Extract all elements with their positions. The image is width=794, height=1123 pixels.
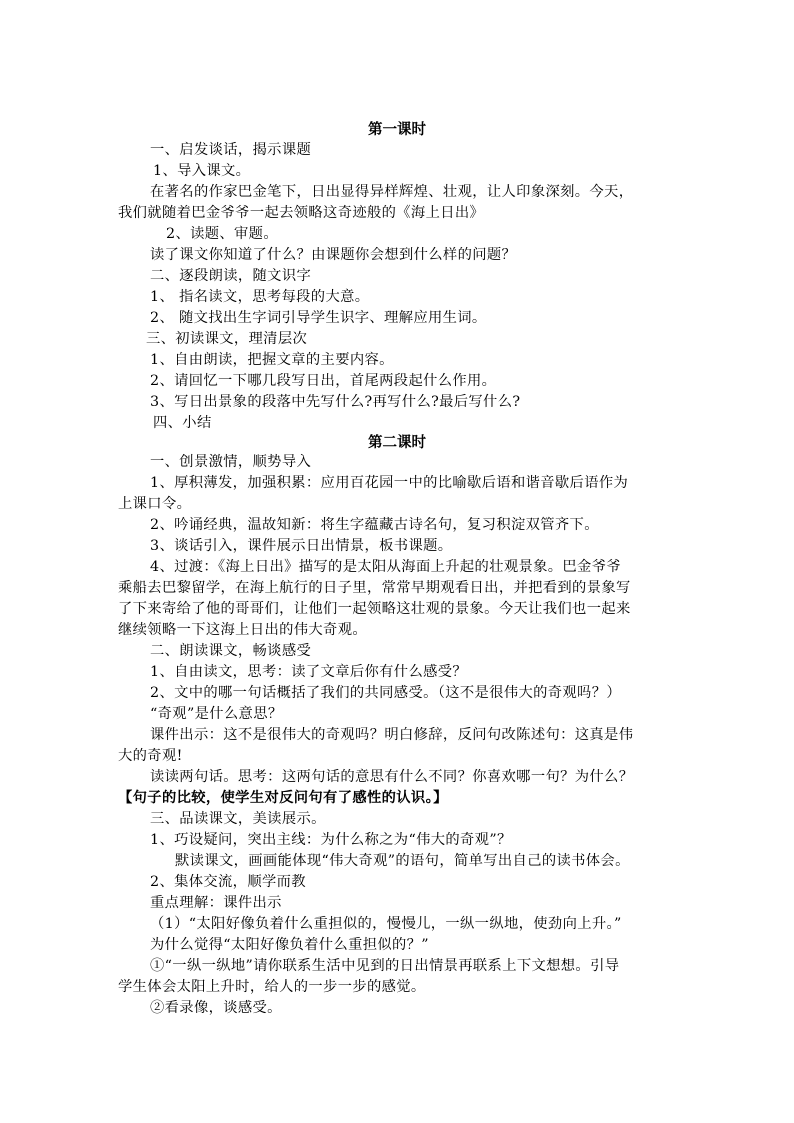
lesson1-heading: 第一课时 (368, 121, 426, 138)
lesson2-line-24: 为什么觉得“太阳好像负着什么重担似的？” (150, 937, 429, 953)
lesson1-line-12: 2、请回忆一下哪几段写日出，首尾两段起什么作用。 (150, 373, 497, 389)
lesson2-line-26: 学生体会太阳上升时，给人的一步一步的感觉。 (118, 979, 426, 995)
lesson2-heading: 第二课时 (368, 434, 426, 451)
lesson2-line-14: 课件出示：这不是很伟大的奇观吗？明白修辞，反问句改陈述句：这真是伟 (150, 727, 634, 743)
lesson1-line-10: 三、初读课文，理清层次 (146, 331, 308, 347)
lesson1-line-11: 1、自由朗读，把握文章的主要内容。 (150, 352, 394, 368)
lesson2-line-21: 2、集体交流，顺学而教 (150, 874, 306, 890)
lesson2-line-2: 1、厚积薄发，加强积累：应用百花园一中的比喻歇后语和谐音歇后语作为 (150, 475, 629, 491)
lesson2-line-6: 4、过渡：《海上日出》描写的是太阳从海面上升起的壮观景象。巴金爷爷 (150, 559, 621, 575)
lesson2-line-9: 继续领略一下这海上日出的伟大奇观。 (118, 622, 367, 638)
lesson2-line-16: 读读两句话。思考：这两句话的意思有什么不同？你喜欢哪一句？为什么？ (150, 769, 634, 785)
lesson2-line-15: 大的奇观! (118, 748, 183, 764)
lesson2-line-13: “奇观”是什么意思？ (150, 706, 283, 722)
lesson2-line-27: ②看录像，谈感受。 (150, 1000, 282, 1016)
lesson1-line-4: 我们就随着巴金爷爷一起去领略这奇迹般的《海上日出》 (118, 205, 485, 221)
lesson2-line-10: 二、朗读课文，畅谈感受 (150, 643, 312, 659)
lesson2-line-25: ①“一纵一纵地”请你联系生活中见到的日出情景再联系上下文想想。引导 (150, 958, 620, 974)
lesson2-line-18: 三、品读课文，美读展示。 (150, 811, 326, 827)
lesson2-line-1: 一、创景激情，顺势导入 (150, 454, 312, 470)
lesson1-line-3: 在著名的作家巴金笔下，日出显得异样辉煌、壮观，让人印象深刻。今天， (150, 184, 634, 200)
lesson2-line-20: 默读课文，画画能体现“伟大奇观”的语句，简单写出自己的读书体会。 (175, 853, 630, 869)
lesson2-line-3: 上课口令。 (118, 496, 192, 512)
lesson2-line-12: 2、文中的哪一句话概括了我们的共同感受。（这不是很伟大的奇观吗？） (150, 685, 621, 701)
lesson2-line-23: （1）“太阳好像负着什么重担似的，慢慢儿，一纵一纵地，使劲向上升。” (150, 916, 622, 932)
lesson2-line-8: 了下来寄给了他的哥哥们，让他们一起领略这壮观的景象。今天让我们也一起来 (118, 601, 631, 617)
lesson2-line-17: 【句子的比较，使学生对反问句有了感性的认识。】 (118, 790, 448, 806)
lesson1-line-14: 四、小结 (153, 415, 212, 431)
lesson1-line-2: 1、导入课文。 (153, 163, 251, 179)
lesson2-line-22: 重点理解：课件出示 (150, 895, 282, 911)
lesson2-line-7: 乘船去巴黎留学，在海上航行的日子里，常常早期观看日出，并把看到的景象写 (118, 580, 631, 596)
lesson2-line-4: 2、吟诵经典，温故知新：将生字蕴藏古诗名句，复习积淀双管齐下。 (150, 517, 599, 533)
lesson2-line-5: 3、谈话引入，课件展示日出情景，板书课题。 (150, 538, 453, 554)
lesson1-line-1: 一、启发谈话，揭示课题 (150, 142, 312, 158)
lesson1-line-9: 2、 随文找出生字词引导学生识字、理解应用生词。 (150, 310, 487, 326)
lesson1-line-5: 2、读题、审题。 (166, 226, 278, 242)
lesson2-line-19: 1、巧设疑问，突出主线：为什么称之为“伟大的奇观”？ (150, 832, 512, 848)
lesson2-line-11: 1、自由读文，思考：读了文章后你有什么感受？ (150, 664, 468, 680)
lesson1-line-6: 读了课文你知道了什么？由课题你会想到什么样的问题？ (150, 247, 517, 263)
lesson1-line-8: 1、 指名读文，思考每段的大意。 (150, 289, 370, 305)
lesson1-line-13: 3、写日出景象的段落中先写什么?再写什么?最后写什么? (150, 394, 521, 410)
lesson1-line-7: 二、逐段朗读，随文识字 (150, 268, 312, 284)
